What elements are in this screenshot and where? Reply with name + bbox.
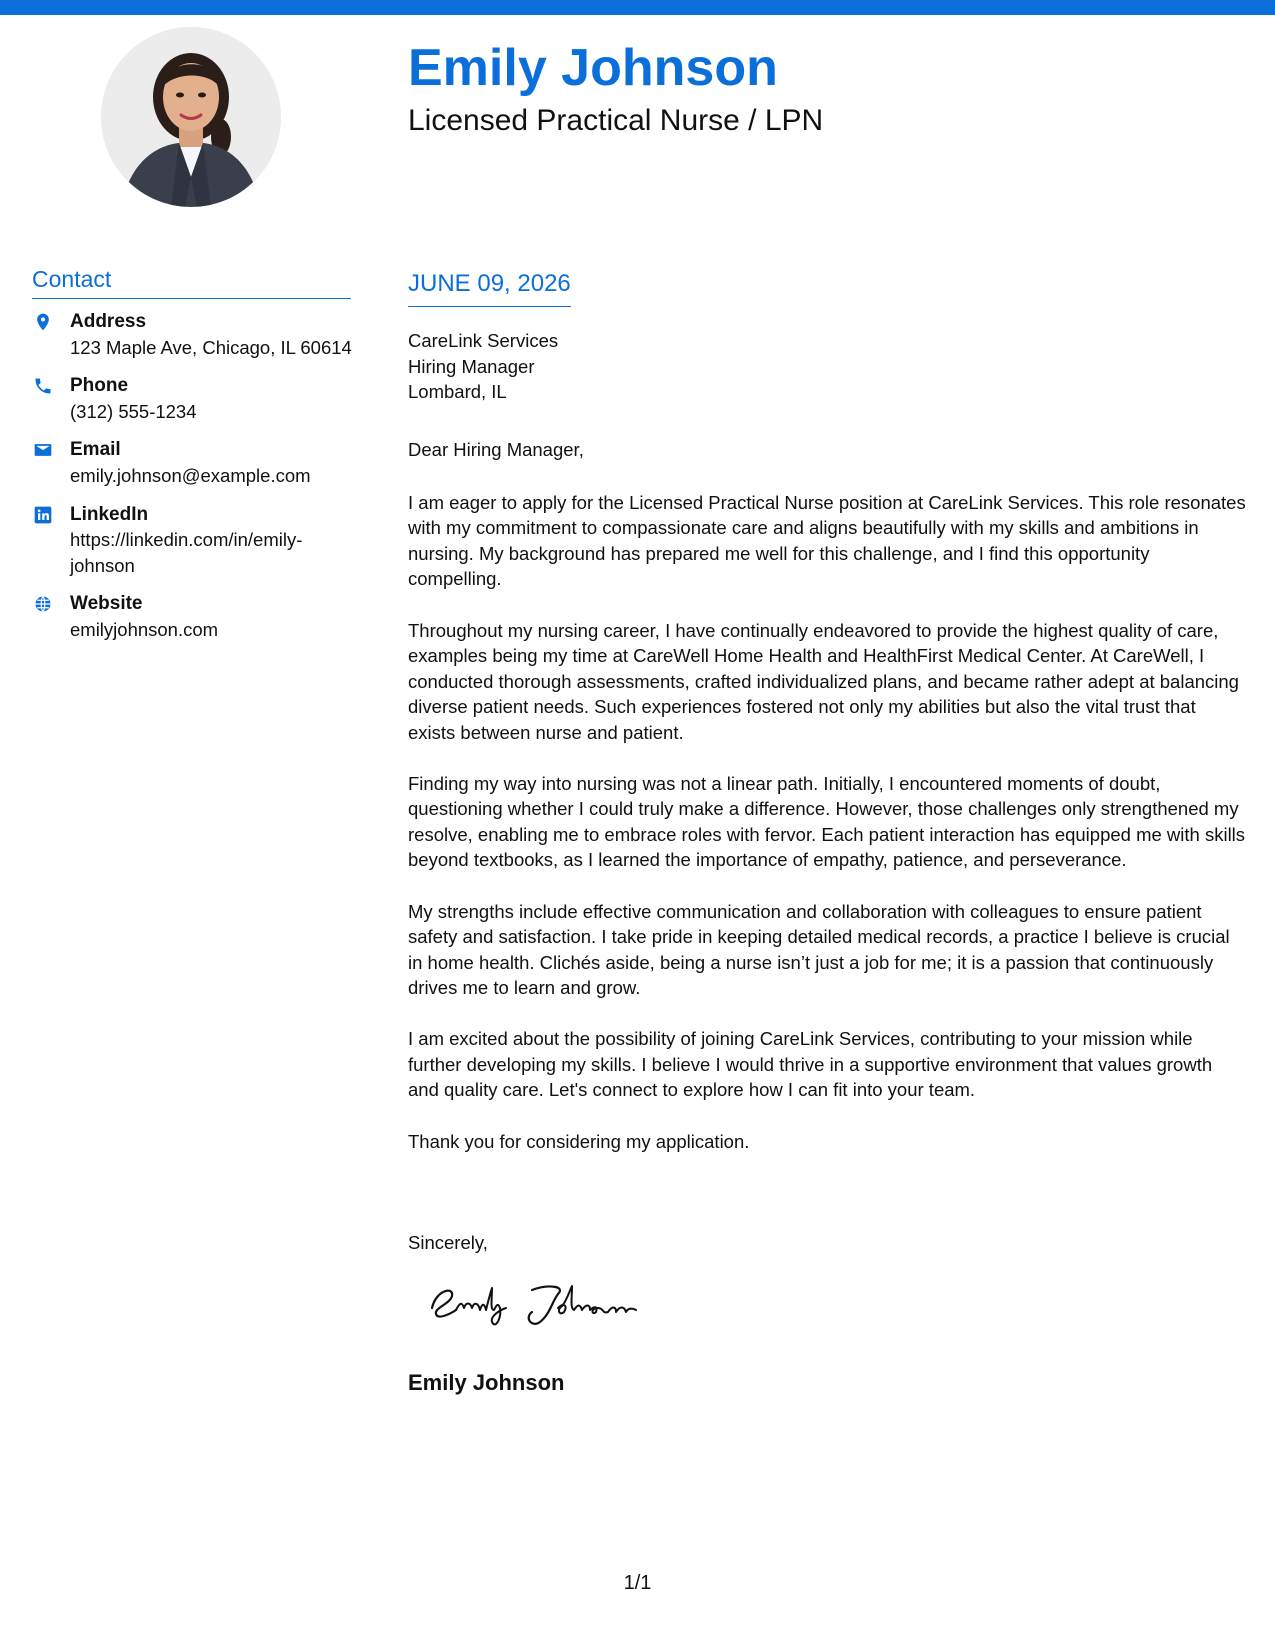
- email-icon: [32, 439, 54, 461]
- candidate-name: Emily Johnson: [408, 39, 778, 97]
- contact-label-phone: Phone: [70, 375, 129, 397]
- recipient-location: Lombard, IL: [408, 381, 507, 403]
- profile-photo: [101, 27, 281, 207]
- paragraph-5: I am excited about the possibility of joining CareLink Services, contributing to your mission while further developing my skills. I believe I would thrive in a supportive environment that values growth and quality care. Let's connect to explore how I can fit into your team.: [408, 1028, 1213, 1101]
- location-pin-icon: [32, 311, 54, 333]
- contact-label-linkedin: LinkedIn: [70, 503, 149, 525]
- page-number: 1/1: [623, 1572, 652, 1594]
- contact-value-phone: (312) 555-1234: [70, 400, 197, 422]
- candidate-role: Licensed Practical Nurse / LPN: [408, 104, 824, 137]
- contact-value-linkedin[interactable]: https://linkedin.com/in/emily-johnson: [70, 529, 303, 576]
- contact-item-address: [32, 310, 352, 360]
- contact-label-address: Address: [70, 311, 147, 332]
- closing: Sincerely,: [408, 1232, 488, 1253]
- contact-item-email: [32, 438, 352, 488]
- handwritten-signature: [420, 1272, 660, 1332]
- contact-list: [32, 310, 352, 657]
- contact-value-email[interactable]: emily.johnson@example.com: [70, 465, 311, 487]
- contact-value-address: 123 Maple Ave, Chicago, IL 60614: [70, 336, 352, 358]
- recipient-block: [408, 328, 558, 405]
- contact-section-title: Contact: [32, 266, 351, 299]
- letter-body: [408, 490, 1248, 1180]
- phone-icon: [32, 375, 54, 397]
- signer-name: Emily Johnson: [408, 1370, 565, 1395]
- contact-item-website: [32, 592, 352, 642]
- contact-label-website: Website: [70, 593, 143, 615]
- paragraph-6: Thank you for considering my application.: [408, 1130, 750, 1152]
- letter-date: JUNE 09, 2026: [408, 270, 571, 307]
- profile-photo-illustration: [101, 27, 281, 207]
- recipient-company: CareLink Services: [408, 330, 559, 351]
- contact-label-email: Email: [70, 439, 121, 461]
- paragraph-2: Throughout my nursing career, I have continually endeavored to provide the highest quality of care, examples being my time at CareWell Home Health and HealthFirst Medical Center. At CareWell, I conducted thorough assessments, crafted individualized plans, and became rather adept at balancing diverse patient needs. Such experiences fostered not only my abilities but also the vital trust that exists between nurse and patient.: [408, 619, 1239, 743]
- salutation: Dear Hiring Manager,: [408, 439, 584, 460]
- recipient-title: Hiring Manager: [408, 355, 535, 377]
- contact-item-linkedin: [32, 503, 352, 579]
- paragraph-4: My strengths include effective communication and collaboration with colleagues to ensure patient safety and satisfaction. I take pride in keeping detailed medical records, a practice I believe is crucial in home health. Clichés aside, being a nurse isn’t just a job for me; it is a passion that continuously drives me to learn and grow.: [408, 900, 1230, 998]
- top-accent-bar: [0, 0, 1275, 15]
- linkedin-icon: [32, 504, 54, 526]
- contact-item-phone: [32, 374, 352, 424]
- paragraph-3: Finding my way into nursing was not a linear path. Initially, I encountered moments of doubt, questioning whether I could truly make a difference. However, those challenges only strengthened my resolve, enabling me to embrace roles with fervor. Each patient interaction has equipped me with skills beyond textbooks, as I learned the importance of empathy, patience, and perseverance.: [408, 772, 1246, 871]
- globe-icon: [32, 593, 54, 615]
- contact-value-website[interactable]: emilyjohnson.com: [70, 619, 219, 641]
- paragraph-1: I am eager to apply for the Licensed Practical Nurse position at CareLink Services. This role resonates with my commitment to compassionate care and aligns beautifully with my skills and ambitions in nursing. My background has prepared me well for this challenge, and I find this opportunity compelling.: [408, 492, 1246, 590]
